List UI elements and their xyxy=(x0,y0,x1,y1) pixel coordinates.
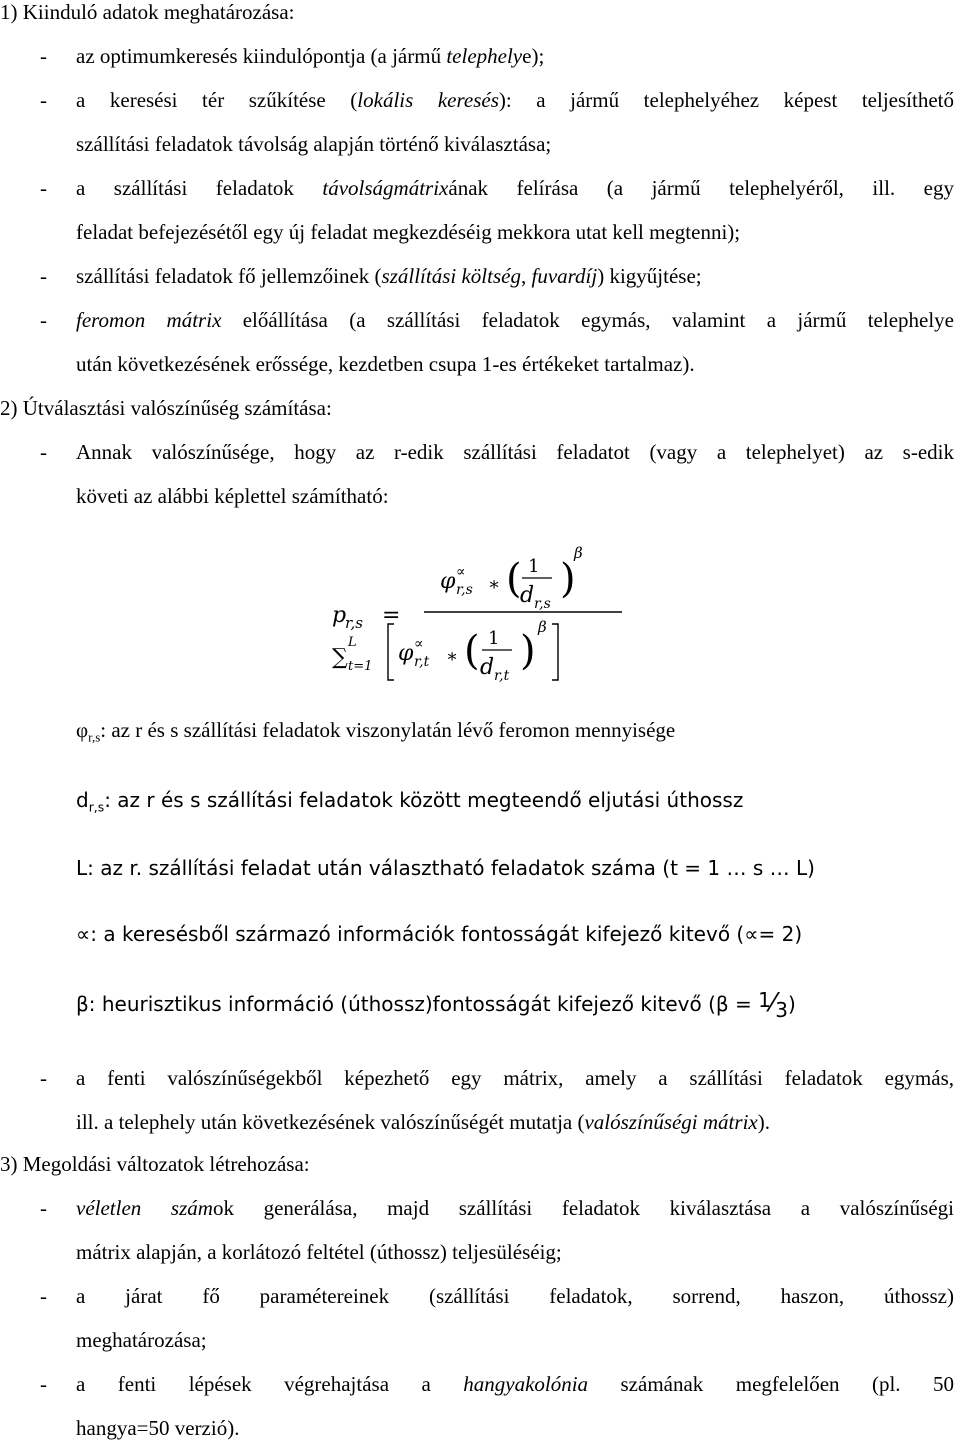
list-item-line xyxy=(76,1286,954,1307)
text-run: az optimumkeresés kiindulópontja (a jármű xyxy=(76,44,447,68)
text-run: telephely xyxy=(446,44,523,68)
text-run: a szállítási feladatok xyxy=(76,176,323,200)
text-run: a fenti valószínűségekből képezhető egy mátrix, amely a szállítási feladatok egymás, xyxy=(76,1066,954,1090)
section-heading: 2) Útválasztási valószínűség számítása: xyxy=(0,396,332,420)
den-sum: ∑ xyxy=(332,645,348,670)
text-run: valószínűségi mátrix xyxy=(584,1110,758,1134)
den-phi: φ xyxy=(398,641,414,666)
text-run: meghatározása; xyxy=(76,1328,207,1352)
formula-equals: = xyxy=(382,603,401,628)
list-dash: - xyxy=(40,440,47,464)
den-bracket-right xyxy=(552,624,558,680)
definition-text: : az r és s szállítási feladatok között megteendő eljutási úthossz xyxy=(104,788,744,812)
list-item-line xyxy=(76,1418,239,1439)
text-run: számának megfelelően (pl. 50 xyxy=(588,1372,954,1396)
list-item-line xyxy=(76,134,551,155)
definition-text: : heurisztikus információ (úthossz)fontosságát kifejező kitevő (β = xyxy=(88,992,759,1016)
den-sum-to: L xyxy=(348,635,357,650)
text-run: ill. a telephely után következésének valószínűségét mutatja ( xyxy=(76,1110,585,1134)
fraction-numerator: 1 xyxy=(758,988,771,1012)
den-d-sub: r,t xyxy=(494,668,510,684)
list-item-line xyxy=(76,90,954,111)
list-item-line xyxy=(76,222,740,243)
list-item-line xyxy=(76,1374,954,1395)
list-dash: - xyxy=(40,308,47,332)
text-run: a járat fő paramétereinek (szállítási feladatok, sorrend, haszon, úthossz) xyxy=(76,1284,954,1308)
text-run: hangyakolónia xyxy=(463,1372,589,1396)
num-d: d xyxy=(520,583,535,608)
text-run: követi az alábbi képlettel számítható: xyxy=(76,484,389,508)
den-beta: β xyxy=(538,618,547,636)
list-item-line xyxy=(76,1112,770,1133)
num-paren-close: ) xyxy=(560,556,576,602)
list-item-line xyxy=(76,1242,562,1263)
text-run: hangya=50 verzió). xyxy=(76,1416,240,1440)
list-item-line xyxy=(76,1198,954,1219)
text-run: ) kigyűjtése; xyxy=(597,264,702,288)
list-item-line xyxy=(76,266,702,287)
text-run: ok generálása, majd szállítási feladatok kiválasztása a valószínűségi xyxy=(212,1196,955,1220)
den-paren-close: ) xyxy=(520,628,536,674)
definition-symbol: d xyxy=(76,788,89,812)
text-run: ): a jármű telephelyéhez képest teljesíthető xyxy=(498,88,954,112)
definition-symbol: ∝ xyxy=(76,922,91,946)
den-alpha: ∝ xyxy=(414,636,424,652)
text-run: feladat befejezésétől egy új feladat megkezdéséig mekkora utat kell megtenni); xyxy=(76,220,741,244)
text-run: ). xyxy=(757,1110,770,1134)
definition-text: : az r és s szállítási feladatok viszonylatán lévő feromon mennyisége xyxy=(100,718,676,742)
text-run: szállítási feladatok fő jellemzőinek ( xyxy=(76,264,382,288)
definition-line xyxy=(76,720,675,744)
fraction-denominator: 3 xyxy=(775,998,788,1022)
definition-line xyxy=(76,858,815,878)
den-d: d xyxy=(480,655,495,680)
num-sub: r,s xyxy=(456,582,473,598)
num-star: ∗ xyxy=(488,574,501,595)
num-one: 1 xyxy=(528,556,540,577)
definition-symbol: L xyxy=(76,856,88,880)
list-item-line xyxy=(76,442,954,463)
list-dash: - xyxy=(40,1196,47,1220)
list-dash: - xyxy=(40,1066,47,1090)
definition-subscript: r,s xyxy=(88,799,105,815)
list-dash: - xyxy=(40,1284,47,1308)
list-dash: - xyxy=(40,44,47,68)
formula-lhs: p xyxy=(332,603,347,628)
definition-line xyxy=(76,790,743,814)
num-beta: β xyxy=(574,544,583,562)
section-heading: 1) Kiinduló adatok meghatározása: xyxy=(0,0,295,24)
definition-line xyxy=(76,990,796,1020)
probability-formula xyxy=(330,540,630,690)
num-paren-open: ( xyxy=(506,556,522,602)
den-paren-open: ( xyxy=(464,628,480,674)
list-dash: - xyxy=(40,176,47,200)
list-dash: - xyxy=(40,264,47,288)
list-dash: - xyxy=(40,1372,47,1396)
section-heading: 3) Megoldási változatok létrehozása: xyxy=(0,1152,310,1176)
text-run: előállítása (a szállítási feladatok egymás, valamint a jármű telephelye xyxy=(221,308,954,332)
num-d-sub: r,s xyxy=(534,596,551,612)
num-alpha: ∝ xyxy=(456,564,466,580)
list-item-line xyxy=(76,310,954,331)
text-run: , xyxy=(520,264,532,288)
list-item-line xyxy=(76,46,544,67)
den-star: ∗ xyxy=(446,646,459,667)
fraction-slash: ⁄ xyxy=(770,988,776,1018)
num-phi: φ xyxy=(440,569,456,594)
text-run: lokális keresés xyxy=(357,88,499,112)
formula-lhs-sub: r,s xyxy=(345,614,363,632)
text-run: távolságmátrix xyxy=(322,176,449,200)
definition-text: : az r. szállítási feladat után választható feladatok száma (t = 1 … s … L) xyxy=(87,856,815,880)
text-run: e); xyxy=(522,44,545,68)
list-item-line xyxy=(76,1068,954,1089)
text-run: után következésének erőssége, kezdetben csupa 1-es értékeket tartalmaz). xyxy=(76,352,695,376)
text-run: véletlen szám xyxy=(76,1196,213,1220)
den-one: 1 xyxy=(488,628,500,649)
definition-subscript: r,s xyxy=(88,729,101,745)
text-run: Annak valószínűsége, hogy az r-edik szállítási feladatot (vagy a telephelyet) az s-edik xyxy=(76,440,954,464)
den-bracket-left xyxy=(388,624,394,680)
text-run: szállítási feladatok távolság alapján történő kiválasztása; xyxy=(76,132,552,156)
text-run: mátrix alapján, a korlátozó feltétel (úthossz) teljesüléséig; xyxy=(76,1240,562,1264)
definition-tail: ) xyxy=(787,992,796,1016)
text-run: fuvardíj xyxy=(531,264,598,288)
den-sub: r,t xyxy=(414,654,430,670)
list-dash: - xyxy=(40,88,47,112)
definition-symbol: β xyxy=(76,992,89,1016)
list-item-line xyxy=(76,486,389,507)
text-run: a keresési tér szűkítése ( xyxy=(76,88,358,112)
text-run: ának felírása (a jármű telephelyéről, ill. egy xyxy=(448,176,954,200)
list-item-line xyxy=(76,178,954,199)
list-item-line xyxy=(76,354,695,375)
definition-line xyxy=(76,924,802,944)
definition-text: : a keresésből származó információk fontosságát kifejező kitevő (∝= 2) xyxy=(90,922,803,946)
list-item-line xyxy=(76,1330,207,1351)
den-sum-from: t=1 xyxy=(348,659,373,674)
text-run: a fenti lépések végrehajtása a xyxy=(76,1372,464,1396)
text-run: szállítási költség xyxy=(381,264,521,288)
text-run: feromon mátrix xyxy=(76,308,222,332)
definition-symbol: φ xyxy=(76,718,89,742)
